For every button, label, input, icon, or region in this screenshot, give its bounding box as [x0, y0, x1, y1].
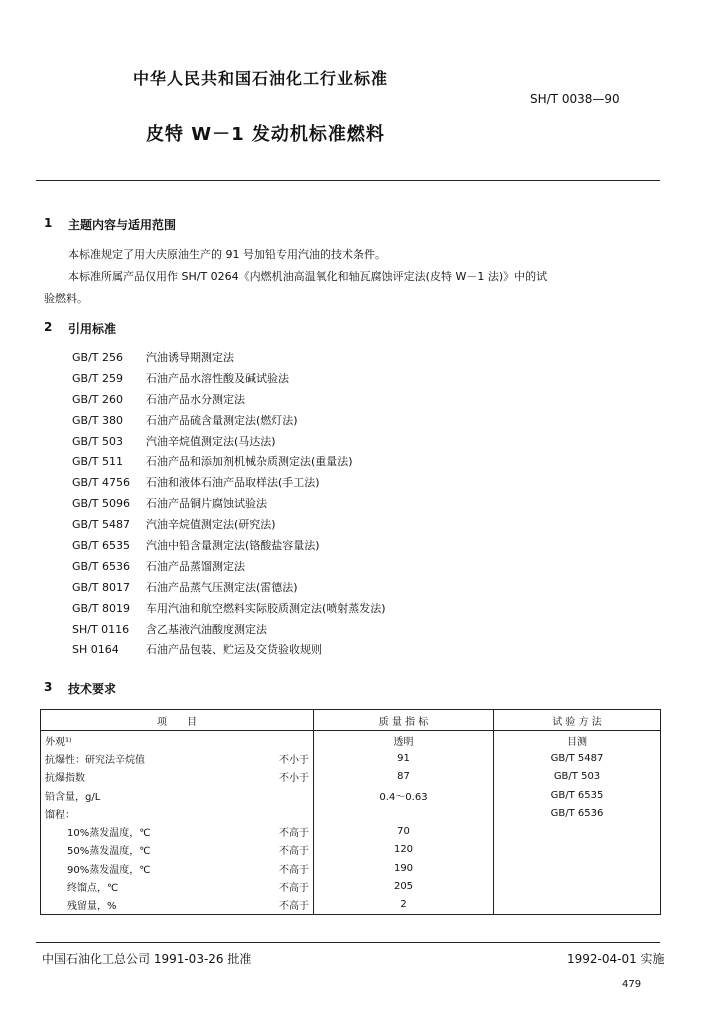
table-row [41, 859, 661, 877]
row-limit [244, 731, 314, 750]
row-method [494, 859, 661, 877]
header-quality-index: 质 量 指 标 [314, 710, 494, 731]
standard-code: SH/T 0038—90 [530, 92, 620, 106]
reference-item [72, 557, 386, 578]
issuing-organization: 中华人民共和国石油化工行业标准 [133, 69, 389, 88]
table-row [41, 804, 661, 822]
section-1-number: 1 [44, 216, 53, 230]
section-1-paragraph-2-continued: 验燃料。 [44, 292, 88, 305]
footer-divider [36, 942, 660, 943]
reference-code: GB/T 511 [72, 455, 123, 469]
section-2-heading: 引用标准 [68, 322, 117, 336]
table-row [41, 749, 661, 767]
reference-code: GB/T 5096 [72, 497, 130, 511]
section-2-number: 2 [44, 320, 53, 334]
reference-code: GB/T 8017 [72, 580, 130, 594]
row-item: 抗爆性：研究法辛烷值 [41, 749, 244, 767]
row-value: 190 [314, 859, 494, 877]
reference-name: 石油产品硫含量测定法(燃灯法) [146, 413, 298, 427]
reference-name: 汽油辛烷值测定法(研究法) [146, 518, 276, 532]
reference-name: 汽油中铅含量测定法(铬酸盐容量法) [146, 539, 320, 553]
reference-name: 石油产品水溶性酸及碱试验法 [146, 371, 289, 385]
row-item: 铅含量，g/L [41, 786, 244, 804]
page-number: 479 [622, 979, 642, 990]
reference-item [72, 578, 386, 599]
reference-item [72, 620, 386, 641]
row-value: 0.4～0.63 [314, 786, 494, 804]
row-method [494, 877, 661, 895]
row-limit: 不高于 [244, 877, 314, 895]
reference-name: 车用汽油和航空燃料实际胶质测定法(喷射蒸发法) [146, 601, 386, 615]
row-value: 透明 [314, 731, 494, 750]
section-1-heading: 主题内容与适用范围 [68, 218, 177, 232]
reference-item [72, 452, 386, 473]
table-row [41, 786, 661, 804]
reference-name: 石油产品和添加剂机械杂质测定法(重量法) [146, 455, 353, 469]
table-row [41, 822, 661, 840]
table-row [41, 877, 661, 895]
row-method [494, 841, 661, 859]
reference-code: SH/T 0116 [72, 622, 130, 636]
row-limit: 不高于 [244, 859, 314, 877]
reference-code: GB/T 260 [72, 392, 123, 406]
reference-name: 石油和液体石油产品取样法(手工法) [146, 476, 320, 490]
reference-item [72, 494, 386, 515]
row-method: GB/T 6535 [494, 786, 661, 804]
reference-code: SH 0164 [72, 643, 119, 657]
table-row [41, 896, 661, 915]
row-value: 70 [314, 822, 494, 840]
reference-item [72, 369, 386, 390]
section-3-number: 3 [44, 680, 53, 694]
reference-name: 石油产品水分测定法 [146, 392, 245, 406]
reference-name: 石油产品包装、贮运及交货验收规则 [146, 643, 322, 657]
header-test-method: 试 验 方 法 [494, 710, 661, 731]
row-item: 90%蒸发温度，℃ [41, 859, 244, 877]
row-value: 205 [314, 877, 494, 895]
table-header-row [41, 710, 661, 731]
reference-item [72, 599, 386, 620]
row-limit: 不高于 [244, 896, 314, 915]
header-divider [36, 180, 660, 181]
row-item: 10%蒸发温度，℃ [41, 822, 244, 840]
reference-name: 含乙基液汽油酸度测定法 [146, 622, 267, 636]
row-item: 馏程： [41, 804, 244, 822]
row-item: 抗爆指数 [41, 768, 244, 786]
row-value: 91 [314, 749, 494, 767]
row-method [494, 896, 661, 915]
row-value: 120 [314, 841, 494, 859]
document-title: 皮特 W－1 发动机标准燃料 [146, 124, 385, 145]
reference-code: GB/T 4756 [72, 476, 130, 490]
implementation-date: 1992-04-01 实施 [567, 952, 665, 966]
row-method: GB/T 6536 [494, 804, 661, 822]
reference-name: 汽油辛烷值测定法(马达法) [146, 434, 276, 448]
table-row [41, 841, 661, 859]
section-1-paragraph-1: 本标准规定了用大庆原油生产的 91 号加铅专用汽油的技术条件。 [68, 248, 386, 261]
reference-code: GB/T 5487 [72, 518, 130, 532]
reference-name: 石油产品蒸气压测定法(雷德法) [146, 580, 298, 594]
row-value: 87 [314, 768, 494, 786]
row-method: GB/T 503 [494, 768, 661, 786]
header-item: 项 目 [41, 710, 314, 731]
reference-code: GB/T 256 [72, 351, 123, 364]
reference-code: GB/T 8019 [72, 601, 130, 615]
row-method: GB/T 5487 [494, 749, 661, 767]
reference-item [72, 473, 386, 494]
technical-requirements-table [40, 709, 661, 915]
row-limit: 不高于 [244, 841, 314, 859]
reference-item [72, 536, 386, 557]
row-method [494, 822, 661, 840]
reference-item [72, 432, 386, 453]
reference-item [72, 390, 386, 411]
reference-item [72, 411, 386, 432]
row-item: 终馏点，℃ [41, 877, 244, 895]
row-item: 50%蒸发温度，℃ [41, 841, 244, 859]
row-method: 目测 [494, 731, 661, 750]
reference-code: GB/T 380 [72, 413, 123, 427]
referenced-standards-list [72, 348, 386, 661]
row-value: 2 [314, 896, 494, 915]
reference-name: 汽油诱导期测定法 [146, 351, 234, 364]
section-1-paragraph-2: 本标准所属产品仅用作 SH/T 0264《内燃机油高温氧化和轴瓦腐蚀评定法(皮特 W－1 法)》中的试 [68, 270, 548, 283]
table-row [41, 731, 661, 750]
reference-code: GB/T 503 [72, 434, 123, 448]
table-row [41, 768, 661, 786]
section-3-heading: 技术要求 [68, 682, 117, 696]
row-limit [244, 804, 314, 822]
row-limit: 不小于 [244, 768, 314, 786]
reference-code: GB/T 6536 [72, 559, 130, 573]
reference-item [72, 348, 386, 369]
reference-item [72, 640, 386, 661]
row-limit: 不高于 [244, 822, 314, 840]
approval-note: 中国石油化工总公司 1991-03-26 批准 [42, 952, 252, 966]
row-item: 外观¹⁾ [41, 731, 244, 750]
reference-code: GB/T 6535 [72, 539, 130, 553]
row-item: 残留量，% [41, 896, 244, 915]
reference-name: 石油产品蒸馏测定法 [146, 559, 245, 573]
reference-name: 石油产品铜片腐蚀试验法 [146, 497, 267, 511]
row-limit: 不小于 [244, 749, 314, 767]
reference-item [72, 515, 386, 536]
reference-code: GB/T 259 [72, 371, 123, 385]
row-limit [244, 786, 314, 804]
row-value [314, 804, 494, 822]
